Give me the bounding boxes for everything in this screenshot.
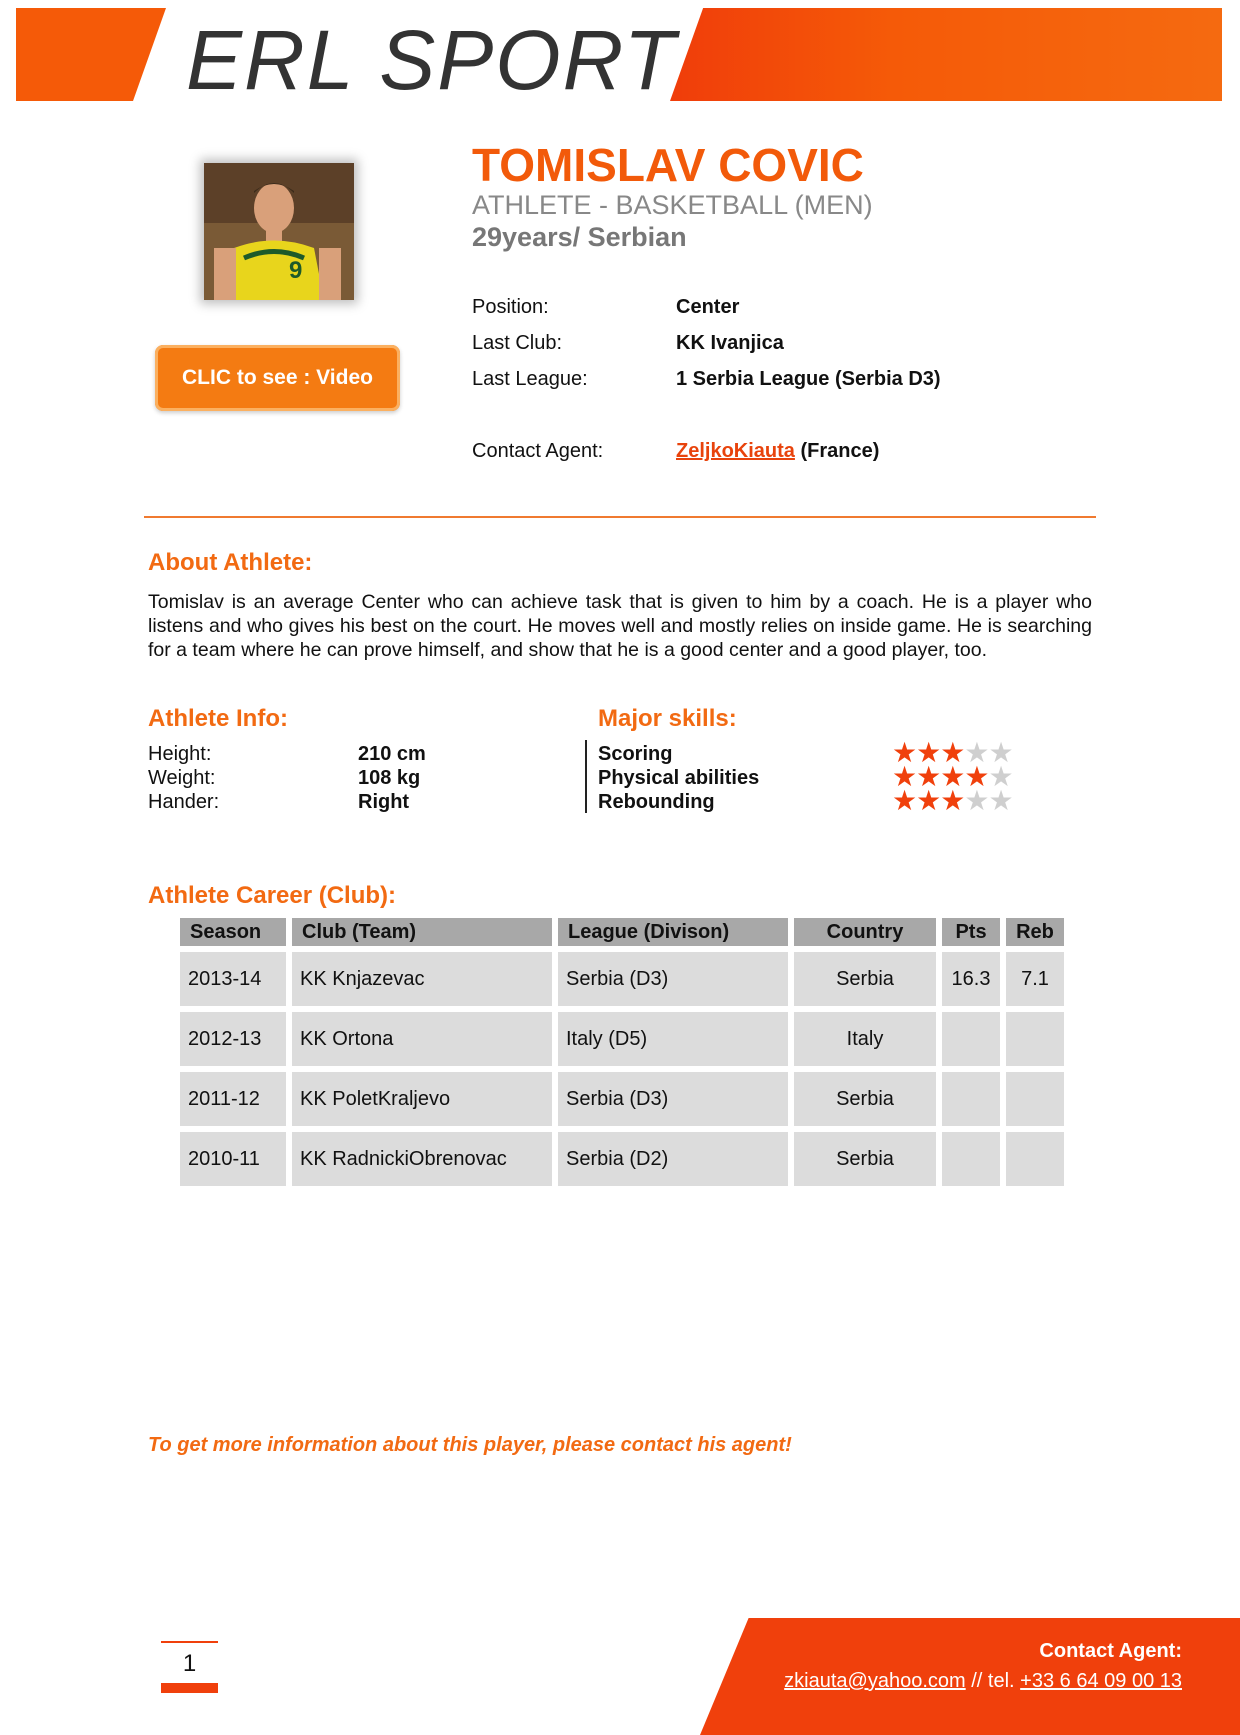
agent-link[interactable]: ZeljkoKiauta [676,440,795,462]
col-league: League (Divison) [558,918,788,946]
athlete-name: TOMISLAV COVIC [472,139,864,191]
cell-pts: 16.3 [942,952,1000,1006]
cell-league: Serbia (D3) [558,952,788,1006]
career-table [174,912,1070,1192]
cell-country: Serbia [794,1072,936,1126]
svg-text:9: 9 [289,257,303,284]
cell-season: 2013-14 [180,952,286,1006]
cell-league: Italy (D5) [558,1012,788,1066]
page-number: 1 [182,1650,197,1677]
last-league-value: 1 Serbia League (Serbia D3) [676,368,941,390]
star-empty-icon: ★ [964,785,989,816]
hander-label: Hander: [148,791,220,813]
contact-agent-label: Contact Agent: [472,440,604,462]
col-pts: Pts [942,918,1000,946]
star-filled-icon: ★ [916,737,941,768]
star-empty-icon: ★ [988,761,1013,792]
table-row [180,1072,1064,1126]
star-filled-icon: ★ [916,761,941,792]
height-label: Height: [148,743,212,765]
divider [144,516,1096,518]
athlete-photo [204,163,354,300]
athlete-subtitle: ATHLETE - BASKETBALL (MEN) [472,190,873,220]
athlete-info-title: Athlete Info: [148,705,288,732]
agent-country: (France) [800,440,880,462]
weight-label: Weight: [148,767,216,789]
star-filled-icon: ★ [940,785,965,816]
star-empty-icon: ★ [964,737,989,768]
about-text: Tomislav is an average Center who can achieve task that is given to him by a coach. He is a player who listens and who gives his best on the court. He moves well and mostly relies on inside game. He is searching for a team where he can prove himself, and show that he is a good center and a good player, too. [148,591,1092,661]
cell-reb [1006,1132,1064,1186]
contact-agent-value [676,440,879,463]
star-filled-icon: ★ [892,785,917,816]
col-reb: Reb [1006,918,1064,946]
cell-club: KK PoletKraljevo [292,1072,552,1126]
page-number-rule [161,1641,218,1643]
cell-club: KK Knjazevac [292,952,552,1006]
header-banner-right [670,8,1222,101]
last-league-label: Last League: [472,368,588,390]
about-title: About Athlete: [148,549,313,576]
star-filled-icon: ★ [892,761,917,792]
cell-pts [942,1012,1000,1066]
cell-reb: 7.1 [1006,952,1064,1006]
cell-reb [1006,1072,1064,1126]
skills-title: Major skills: [598,705,737,732]
athlete-age-nationality: 29years/ Serbian [472,222,687,252]
skill-physical: Physical abilities [598,767,760,789]
career-header-row [180,918,1064,946]
height-value: 210 cm [358,743,426,765]
cell-pts [942,1072,1000,1126]
last-club-value: KK Ivanjica [676,332,784,354]
table-row [180,1012,1064,1066]
cell-reb [1006,1012,1064,1066]
hander-value: Right [358,791,410,813]
footer-contact-line [720,1670,1182,1693]
star-empty-icon: ★ [988,737,1013,768]
star-filled-icon: ★ [916,785,941,816]
footer-contact-title: Contact Agent: [1039,1640,1182,1662]
cell-league: Serbia (D3) [558,1072,788,1126]
skill-rebounding: Rebounding [598,791,715,813]
footer-separator: // tel. [971,1670,1015,1692]
star-filled-icon: ★ [940,737,965,768]
position-value: Center [676,296,740,318]
star-empty-icon: ★ [988,785,1013,816]
footer-phone-link[interactable]: +33 6 64 09 00 13 [1020,1670,1182,1692]
cell-country: Serbia [794,952,936,1006]
page-number-bar [161,1683,218,1693]
cell-club: KK RadnickiObrenovac [292,1132,552,1186]
footer-email-link[interactable]: zkiauta@yahoo.com [784,1670,966,1692]
career-title: Athlete Career (Club): [148,882,397,909]
cell-season: 2010-11 [180,1132,286,1186]
skill-scoring: Scoring [598,743,673,765]
cell-season: 2011-12 [180,1072,286,1126]
brand-logo: ERL SPORT [186,13,678,107]
table-row [180,952,1064,1006]
contact-cta: To get more information about this player, please contact his agent! [148,1434,792,1456]
header-banner-left [16,8,166,101]
star-filled-icon: ★ [964,761,989,792]
cell-club: KK Ortona [292,1012,552,1066]
skills-divider [585,740,587,813]
star-filled-icon: ★ [940,761,965,792]
col-club: Club (Team) [292,918,552,946]
col-country: Country [794,918,936,946]
video-button[interactable]: CLIC to see : Video [155,345,400,411]
cell-season: 2012-13 [180,1012,286,1066]
position-label: Position: [472,296,549,318]
cell-country: Serbia [794,1132,936,1186]
col-season: Season [180,918,286,946]
table-row [180,1132,1064,1186]
star-filled-icon: ★ [892,737,917,768]
weight-value: 108 kg [358,767,421,789]
cell-pts [942,1132,1000,1186]
last-club-label: Last Club: [472,332,563,354]
skill-rating-stars [892,785,1013,816]
cell-league: Serbia (D2) [558,1132,788,1186]
cell-country: Italy [794,1012,936,1066]
